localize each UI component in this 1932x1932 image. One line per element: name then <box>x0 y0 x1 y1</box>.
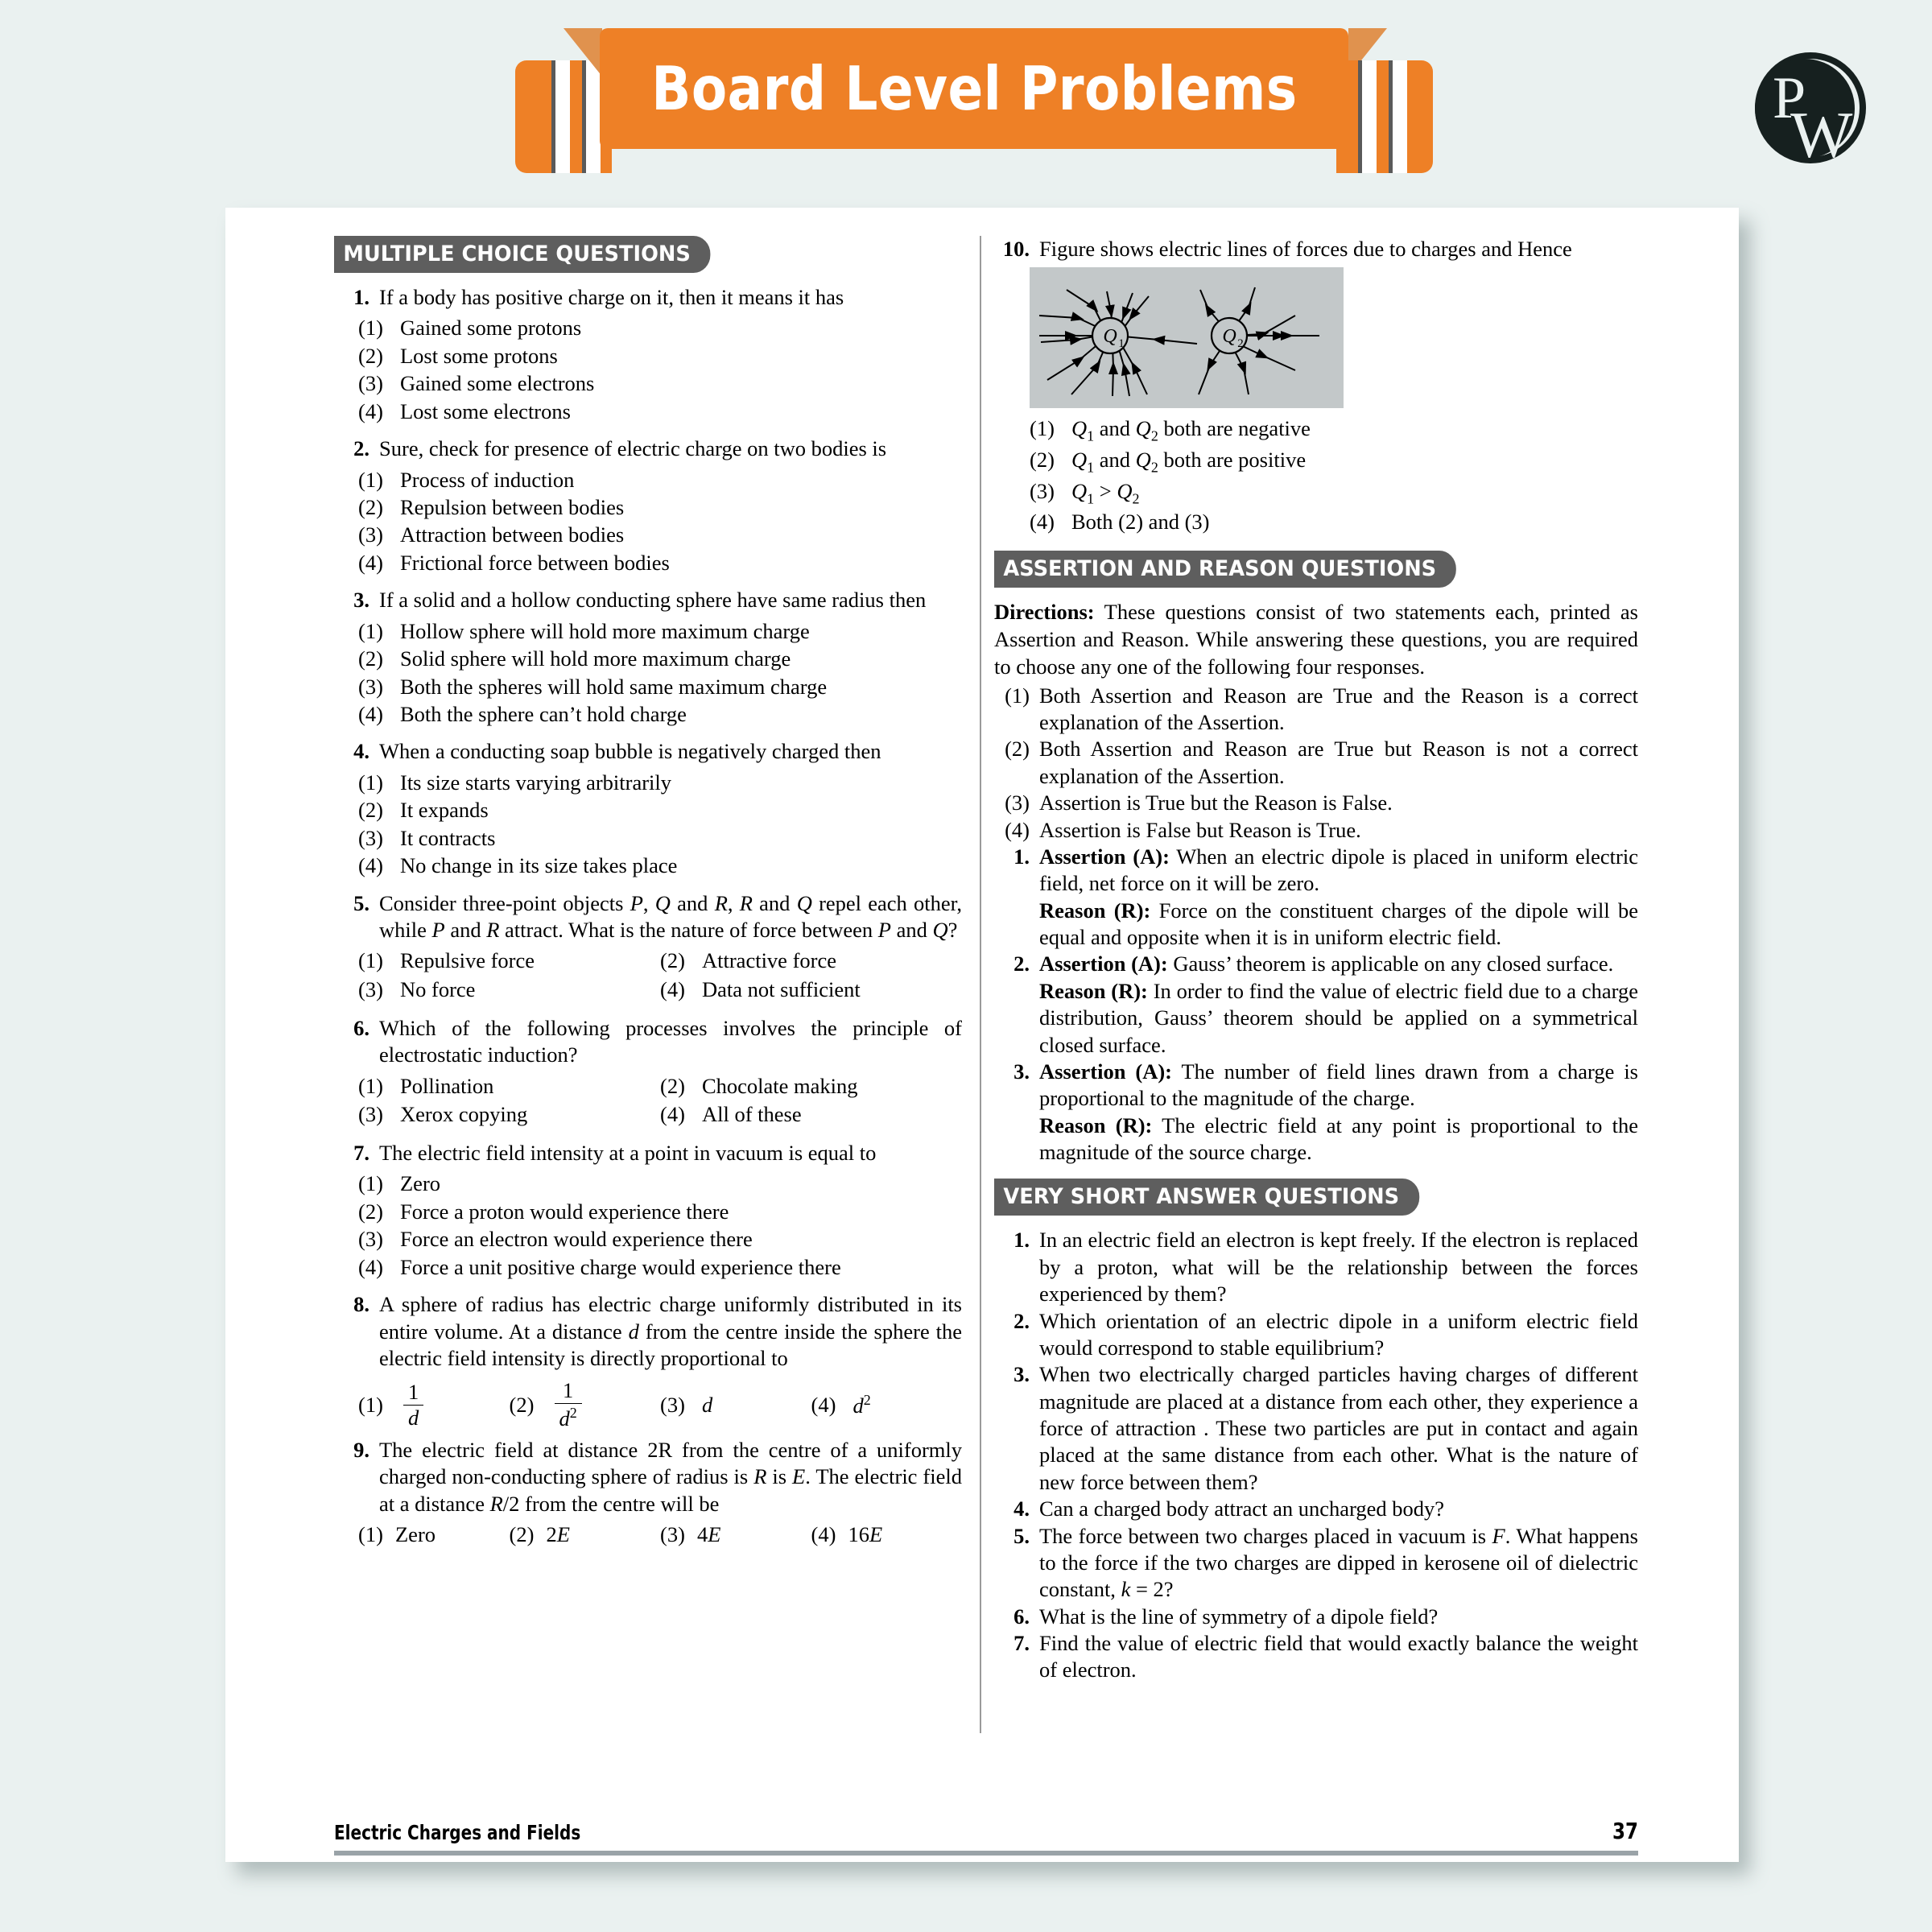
option-label: (1) <box>358 1521 383 1546</box>
question-10 <box>994 236 1638 262</box>
question-options <box>334 1072 962 1130</box>
question-1 <box>334 284 962 311</box>
option-text: Force a unit positive charge would experience there <box>400 1254 841 1279</box>
assertion-response-label: (2) <box>1005 737 1030 762</box>
vsa-question-number: 7. <box>1013 1631 1030 1656</box>
option-text: Attractive force <box>702 948 836 973</box>
assertion-statement: Assertion (A): When an electric dipole is placed in uniform electric field, net force on it will be zero. <box>1039 844 1638 896</box>
question-3 <box>334 587 962 613</box>
vsa-question-7 <box>994 1630 1638 1684</box>
question-6 <box>334 1015 962 1069</box>
question-10-number: 10. <box>1002 237 1030 261</box>
option-item[interactable] <box>334 314 962 341</box>
vsa-question-3 <box>994 1361 1638 1496</box>
vsa-question-1 <box>994 1227 1638 1307</box>
option-value: $d^2$ <box>852 1392 871 1418</box>
vsa-question-number: 6. <box>1013 1604 1030 1629</box>
ribbon-slit-left-2 <box>582 60 586 173</box>
right-column <box>994 236 1638 1781</box>
question-options <box>334 1170 962 1281</box>
option-item[interactable] <box>334 493 962 521</box>
reason-statement: Reason (R): Force on the constituent charges of the dipole will be equal and opposite when it is in uniform electric field. <box>1039 898 1638 950</box>
option-item[interactable] <box>358 976 660 1005</box>
assertion-response-list <box>994 683 1638 844</box>
option-text: Both the sphere can’t hold charge <box>400 701 687 726</box>
question-text: The electric field at distance 2R from the centre of a uniformly charged non-conducting sphere of radius is R is E. The electric field at a distance R/2 from the centre will be <box>379 1437 962 1516</box>
option-text: Zero <box>395 1521 436 1546</box>
option-label: (1) <box>358 467 383 492</box>
option-text: $Q_1$ and $Q_2$ both are positive <box>1071 448 1307 476</box>
question-number: 6. <box>353 1015 369 1040</box>
option-value: d <box>702 1393 713 1418</box>
question-text: If a solid and a hollow conducting sphere have same radius then <box>379 588 927 613</box>
option-item[interactable] <box>510 1521 661 1550</box>
column-divider <box>980 236 981 1733</box>
pw-logo-letter-p: P <box>1773 65 1806 131</box>
page-footer <box>334 1818 1638 1856</box>
option-item[interactable] <box>334 824 962 852</box>
option-label: (4) <box>358 853 383 878</box>
option-label: (4) <box>358 1254 383 1279</box>
ribbon-fold-left <box>564 28 602 76</box>
svg-text:2: 2 <box>1237 337 1244 351</box>
option-text: It expands <box>400 798 489 823</box>
footer-rule <box>334 1851 1638 1856</box>
option-value: $\frac{1}{d^2}$ <box>551 1380 585 1430</box>
assertion-response[interactable] <box>994 683 1638 737</box>
assertion-item-1 <box>994 844 1638 952</box>
reason-statement: Reason (R): In order to find the value of electric field due to a charge distribution, Gauss’ theorem should be applied on a symmetrical closed surface. <box>1039 978 1638 1057</box>
question-number: 2. <box>353 436 369 461</box>
question-5 <box>334 890 962 944</box>
page-banner <box>0 0 1932 185</box>
option-text: It contracts <box>400 825 496 850</box>
ribbon-notch-left-1 <box>555 60 570 173</box>
option-text: Xerox copying <box>400 1102 528 1127</box>
option-label: (4) <box>811 1393 836 1418</box>
option-label: (2) <box>1030 448 1055 473</box>
option-text: $Q_1 > Q_2$ <box>1071 478 1140 507</box>
option-label: (4) <box>811 1521 836 1546</box>
mcq-question-list <box>334 284 962 1560</box>
section-heading-mcq: MULTIPLE CHOICE QUESTIONS <box>334 236 711 273</box>
option-item[interactable] <box>334 1253 962 1281</box>
vsa-question-6 <box>994 1604 1638 1630</box>
option-item[interactable] <box>994 415 1638 446</box>
section-heading-vsa: VERY SHORT ANSWER QUESTIONS <box>994 1179 1419 1216</box>
option-item[interactable] <box>334 342 962 369</box>
question-options <box>334 617 962 729</box>
option-item[interactable] <box>334 769 962 796</box>
question-text: When a conducting soap bubble is negatively charged then <box>379 739 881 764</box>
question-options <box>334 314 962 425</box>
assertion-response[interactable] <box>994 817 1638 844</box>
option-label: (3) <box>660 1521 685 1546</box>
option-label: (4) <box>358 398 383 423</box>
option-label: (1) <box>358 948 383 973</box>
option-text: Repulsive force <box>400 948 535 973</box>
option-text: Zero <box>400 1171 441 1196</box>
option-label: (1) <box>1030 416 1055 441</box>
option-item[interactable] <box>660 947 962 976</box>
option-label: (2) <box>660 948 685 973</box>
vsa-question-text: Which orientation of an electric dipole in a uniform electric field would correspond to stable equilibrium? <box>1039 1308 1638 1360</box>
question-4 <box>334 738 962 765</box>
option-item[interactable] <box>358 1100 660 1129</box>
assertion-item-number: 3. <box>1013 1059 1030 1084</box>
option-label: (4) <box>358 701 383 726</box>
question-number: 3. <box>353 588 369 613</box>
vsa-question-number: 4. <box>1013 1496 1030 1521</box>
option-text: Process of induction <box>400 467 575 492</box>
question-number: 8. <box>353 1292 369 1317</box>
question-10-options <box>994 415 1638 536</box>
option-item[interactable] <box>334 549 962 576</box>
option-text: Lost some protons <box>400 343 558 368</box>
question-7 <box>334 1140 962 1166</box>
assertion-item-number: 1. <box>1013 844 1030 869</box>
vsa-question-2 <box>994 1308 1638 1362</box>
option-item[interactable] <box>334 1170 962 1197</box>
electric-field-lines-figure <box>1030 267 1344 408</box>
question-options <box>334 466 962 577</box>
option-item[interactable] <box>358 1072 660 1101</box>
option-item[interactable] <box>334 852 962 879</box>
option-text: Force an electron would experience there <box>400 1227 753 1252</box>
option-label: (3) <box>358 977 383 1002</box>
option-item[interactable] <box>811 1521 963 1550</box>
question-options <box>334 1380 962 1430</box>
vsa-question-list <box>994 1227 1638 1683</box>
ribbon-slit-right-2 <box>1389 60 1393 173</box>
assertion-response-text: Assertion is True but the Reason is False. <box>1039 791 1393 815</box>
option-item[interactable] <box>334 521 962 548</box>
option-item[interactable] <box>660 1393 811 1418</box>
question-number: 5. <box>353 890 369 915</box>
assertion-item-body <box>1039 844 1638 952</box>
option-text: 4E <box>697 1521 721 1546</box>
vsa-question-text: What is the line of symmetry of a dipole field? <box>1039 1604 1439 1629</box>
assertion-response[interactable] <box>994 790 1638 816</box>
option-item[interactable] <box>334 673 962 700</box>
option-item[interactable] <box>994 477 1638 509</box>
vsa-question-text: Can a charged body attract an uncharged body? <box>1039 1496 1445 1521</box>
ribbon-notch-right-1 <box>1362 60 1377 173</box>
banner-plate <box>600 28 1348 149</box>
question-options <box>334 947 962 1005</box>
option-item[interactable] <box>994 508 1638 535</box>
option-label: (3) <box>358 825 383 850</box>
assertion-response-text: Assertion is False but Reason is True. <box>1039 817 1361 842</box>
option-label: (1) <box>358 316 383 341</box>
option-label: (4) <box>1030 510 1055 535</box>
vsa-question-4 <box>994 1496 1638 1522</box>
question-options <box>334 1521 962 1550</box>
option-text: Force a proton would experience there <box>400 1199 729 1224</box>
option-label: (3) <box>358 1227 383 1252</box>
option-item[interactable] <box>334 398 962 425</box>
option-text: 2E <box>546 1521 570 1546</box>
option-item[interactable] <box>334 617 962 645</box>
footer-chapter-title: Electric Charges and Fields <box>334 1821 581 1844</box>
option-text: Hollow sphere will hold more maximum charge <box>400 618 810 643</box>
option-item[interactable] <box>334 1198 962 1225</box>
option-text: Gained some protons <box>400 316 582 341</box>
option-item[interactable] <box>510 1380 661 1430</box>
svg-text:Q: Q <box>1103 326 1117 348</box>
option-label: (2) <box>358 1199 383 1224</box>
option-value: $\frac{1}{d}$ <box>400 1381 427 1430</box>
assertion-statement: Assertion (A): The number of field lines drawn from a charge is proportional to the magnitude of the charge. <box>1039 1059 1638 1111</box>
option-text: Attraction between bodies <box>400 522 625 547</box>
question-text: Consider three-point objects P, Q and R, R and Q repel each other, while P and R attract. What is the nature of force between P and Q? <box>379 890 963 942</box>
option-item[interactable] <box>358 1381 510 1430</box>
assertion-response[interactable] <box>994 736 1638 790</box>
assertion-item-3 <box>994 1059 1638 1166</box>
option-text: Gained some electrons <box>400 371 595 396</box>
pw-logo <box>1755 52 1876 173</box>
option-text: Frictional force between bodies <box>400 550 670 575</box>
question-number: 4. <box>353 739 369 764</box>
banner-title: Board Level Problems <box>650 53 1298 124</box>
option-text: Both the spheres will hold same maximum charge <box>400 674 828 699</box>
option-item[interactable] <box>334 796 962 824</box>
assertion-item-body <box>1039 951 1638 1059</box>
vsa-question-text: When two electrically charged particles having charges of different magnitude are placed at a distance from each other, they experience a force of attraction . These two particles are put in contact and again placed at the same distance from each other. What is the nature of new force between them? <box>1039 1362 1638 1494</box>
question-8 <box>334 1291 962 1372</box>
option-text: Chocolate making <box>702 1073 858 1098</box>
option-label: (1) <box>358 618 383 643</box>
section-heading-assertion: ASSERTION AND REASON QUESTIONS <box>994 551 1456 588</box>
assertion-response-label: (1) <box>1005 683 1030 708</box>
option-label: (2) <box>660 1073 685 1098</box>
question-text: Sure, check for presence of electric charge on two bodies is <box>379 436 887 461</box>
option-label: (1) <box>358 1171 383 1196</box>
option-label: (1) <box>358 770 383 795</box>
vsa-question-number: 5. <box>1013 1523 1030 1548</box>
page-content <box>334 236 1638 1781</box>
option-item[interactable] <box>334 369 962 397</box>
option-label: (2) <box>509 1393 535 1418</box>
question-10-figure-wrap <box>994 267 1638 408</box>
option-label: (4) <box>358 550 383 575</box>
svg-text:1: 1 <box>1118 337 1125 351</box>
option-item[interactable] <box>660 1072 962 1101</box>
vsa-question-text: Find the value of electric field that would exactly balance the weight of electron. <box>1039 1631 1638 1682</box>
option-text: Lost some electrons <box>400 398 571 423</box>
field-lines-svg <box>1030 267 1344 408</box>
vsa-question-number: 3. <box>1013 1362 1030 1387</box>
assertion-item-2 <box>994 951 1638 1059</box>
vsa-question-text: The force between two charges placed in vacuum is F. What happens to the force if the two charges are dipped in kerosene oil of dielectric constant, k = 2? <box>1039 1523 1638 1602</box>
question-options <box>334 769 962 880</box>
option-item[interactable] <box>358 1521 510 1550</box>
option-text: Its size starts varying arbitrarily <box>400 770 672 795</box>
option-item[interactable] <box>334 1225 962 1253</box>
ribbon-slit-left-1 <box>551 60 555 173</box>
assertion-response-text: Both Assertion and Reason are True and the Reason is a correct explanation of the Assertion. <box>1039 683 1638 735</box>
question-text: A sphere of radius has electric charge uniformly distributed in its entire volume. At a distance d from the centre inside the sphere the electric field intensity is directly proportional to <box>379 1292 962 1370</box>
option-label: (4) <box>660 977 685 1002</box>
option-label: (2) <box>358 646 383 671</box>
option-item[interactable] <box>811 1392 963 1418</box>
page-sheet <box>225 208 1739 1862</box>
question-text: Which of the following processes involves the principle of electrostatic induction? <box>379 1015 962 1067</box>
question-number: 9. <box>353 1437 369 1462</box>
option-text: All of these <box>702 1102 802 1127</box>
question-text: If a body has positive charge on it, then it means it has <box>379 285 844 309</box>
assertion-directions-label: Directions: <box>994 599 1095 624</box>
left-column <box>334 236 980 1781</box>
ribbon-notch-left-2 <box>586 60 601 173</box>
option-item[interactable] <box>994 446 1638 477</box>
assertion-directions <box>994 599 1638 681</box>
option-item[interactable] <box>660 976 962 1005</box>
option-label: (3) <box>358 371 383 396</box>
option-text: Both (2) and (3) <box>1071 510 1210 535</box>
footer-page-number: 37 <box>1612 1818 1638 1844</box>
option-text: 16E <box>848 1521 883 1546</box>
question-text: The electric field intensity at a point in vacuum is equal to <box>379 1141 877 1166</box>
option-text: Repulsion between bodies <box>400 494 625 519</box>
option-label: (3) <box>358 674 383 699</box>
option-item[interactable] <box>660 1100 962 1129</box>
pw-logo-letter-w: W <box>1790 98 1853 171</box>
question-9 <box>334 1437 962 1517</box>
svg-text:Q: Q <box>1222 326 1236 348</box>
option-label: (4) <box>660 1102 685 1127</box>
option-item[interactable] <box>660 1521 811 1550</box>
ribbon-slit-right-1 <box>1358 60 1362 173</box>
option-label: (1) <box>358 1393 383 1418</box>
option-label: (3) <box>358 522 383 547</box>
assertion-item-number: 2. <box>1013 952 1030 976</box>
assertion-response-label: (3) <box>1005 791 1030 815</box>
option-text: No force <box>400 977 476 1002</box>
assertion-item-list <box>994 844 1638 1166</box>
question-10-text: Figure shows electric lines of forces due to charges and Hence <box>1039 237 1572 261</box>
vsa-question-number: 2. <box>1013 1308 1030 1333</box>
ribbon-notch-right-2 <box>1393 60 1407 173</box>
assertion-directions-text: These questions consist of two statements each, printed as Assertion and Reason. While answering these questions, you are required to choose any one of the following four responses. <box>994 599 1638 679</box>
reason-statement: Reason (R): The electric field at any point is proportional to the magnitude of the source charge. <box>1039 1113 1639 1165</box>
question-number: 7. <box>353 1141 369 1166</box>
vsa-question-number: 1. <box>1013 1228 1030 1253</box>
assertion-response-label: (4) <box>1005 817 1030 842</box>
assertion-item-body <box>1039 1059 1638 1166</box>
option-label: (1) <box>358 1073 383 1098</box>
assertion-statement: Assertion (A): Gauss’ theorem is applicable on any closed surface. <box>1039 952 1614 976</box>
option-label: (2) <box>358 494 383 519</box>
assertion-response-text: Both Assertion and Reason are True but Reason is not a correct explanation of the Assertion. <box>1039 737 1638 788</box>
option-label: (3) <box>358 1102 383 1127</box>
option-text: Pollination <box>400 1073 494 1098</box>
vsa-question-text: In an electric field an electron is kept freely. If the electron is replaced by a proton, what will be the relationship between the forces experienced by them? <box>1039 1228 1638 1307</box>
option-label: (2) <box>358 343 383 368</box>
option-label: (3) <box>1030 478 1055 503</box>
question-number: 1. <box>353 285 369 309</box>
option-text: No change in its size takes place <box>400 853 678 878</box>
option-item[interactable] <box>334 466 962 493</box>
option-item[interactable] <box>358 947 660 976</box>
option-text: Data not sufficient <box>702 977 861 1002</box>
option-item[interactable] <box>334 700 962 728</box>
question-2 <box>334 436 962 462</box>
option-text: $Q_1$ and $Q_2$ both are negative <box>1071 416 1311 444</box>
vsa-question-5 <box>994 1523 1638 1604</box>
option-text: Solid sphere will hold more maximum charge <box>400 646 791 671</box>
ribbon-tail-right <box>1336 60 1433 173</box>
option-label: (2) <box>358 798 383 823</box>
option-item[interactable] <box>334 645 962 672</box>
option-label: (3) <box>660 1393 685 1418</box>
option-label: (2) <box>509 1521 535 1546</box>
